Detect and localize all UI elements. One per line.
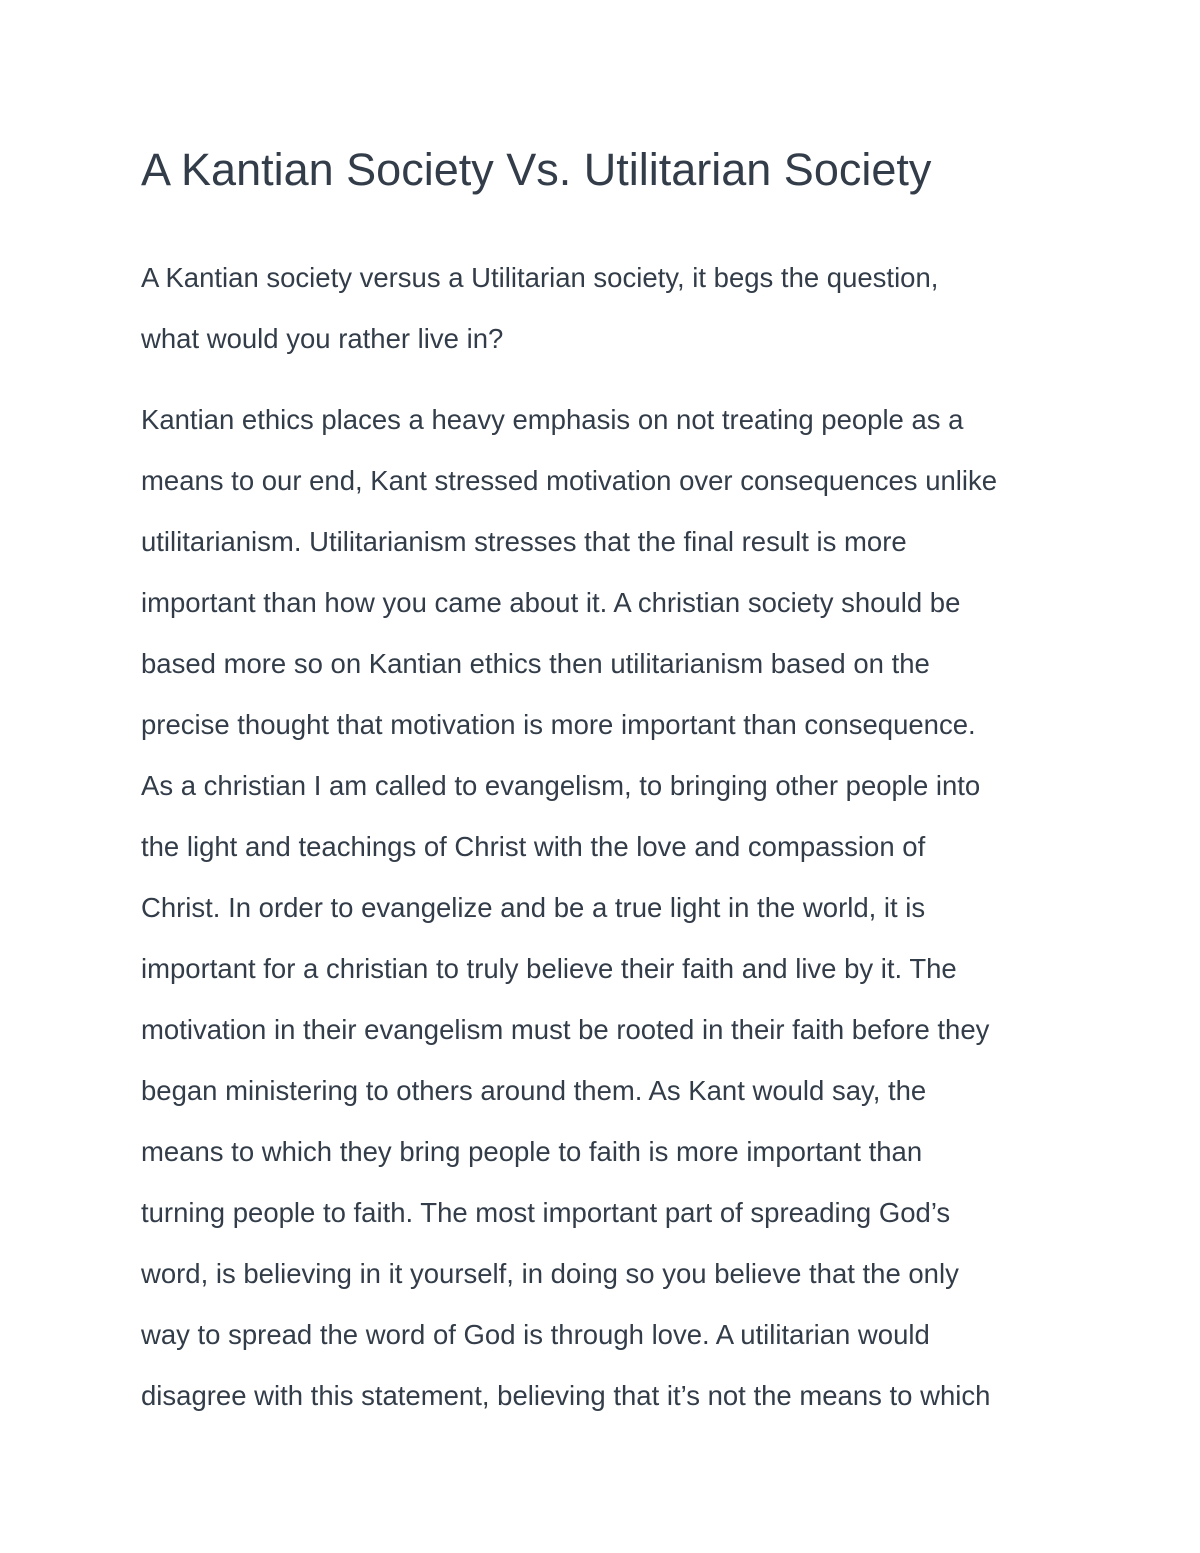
paragraph-line: disagree with this statement, believing that it’s not the means to which: [141, 1380, 991, 1411]
paragraph-line: turning people to faith. The most important part of spreading God’s: [141, 1197, 951, 1228]
paragraph-line: motivation in their evangelism must be rooted in their faith before they: [141, 1014, 990, 1045]
document-title: A Kantian Society Vs. Utilitarian Society: [141, 144, 932, 195]
paragraph-line: Christ. In order to evangelize and be a true light in the world, it is: [141, 892, 926, 923]
paragraph-line: began ministering to others around them. As Kant would say, the: [141, 1075, 927, 1106]
paragraph-intro: [141, 247, 1081, 369]
paragraph-line: word, is believing in it yourself, in doing so you believe that the only: [141, 1258, 959, 1289]
paragraph-line: based more so on Kantian ethics then utilitarianism based on the: [141, 648, 930, 679]
paragraph-line: means to our end, Kant stressed motivation over consequences unlike: [141, 465, 998, 496]
paragraph-line: precise thought that motivation is more important than consequence.: [141, 709, 976, 740]
paragraph-line: the light and teachings of Christ with the love and compassion of: [141, 831, 926, 862]
paragraph-line: important for a christian to truly believe their faith and live by it. The: [141, 953, 957, 984]
paragraph-line: As a christian I am called to evangelism, to bringing other people into: [141, 770, 981, 801]
paragraph-line: Kantian ethics places a heavy emphasis on not treating people as a: [141, 404, 964, 435]
paragraph-line: what would you rather live in?: [141, 323, 504, 354]
paragraph-line: way to spread the word of God is through love. A utilitarian would: [141, 1319, 930, 1350]
paragraph-line: important than how you came about it. A christian society should be: [141, 587, 961, 618]
paragraph-line: A Kantian society versus a Utilitarian society, it begs the question,: [141, 262, 939, 293]
paragraph-line: utilitarianism. Utilitarianism stresses that the final result is more: [141, 526, 907, 557]
paragraph-line: means to which they bring people to faith is more important than: [141, 1136, 923, 1167]
paragraph-body: [141, 389, 1081, 1426]
